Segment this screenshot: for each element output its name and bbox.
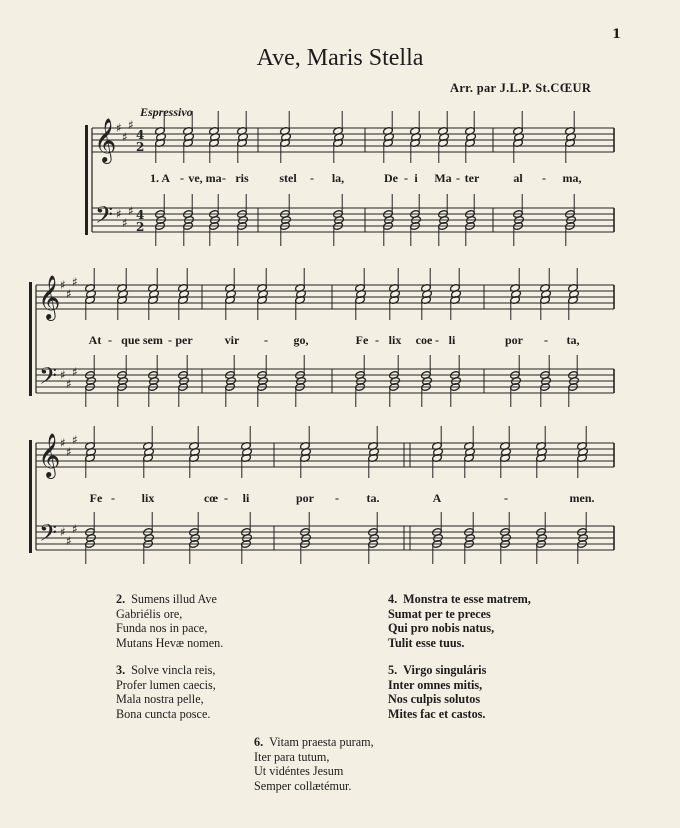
lyric-syllable: que sem — [121, 333, 163, 347]
tempo-marking: Espressivo — [140, 105, 193, 119]
lyric-syllable: coe — [415, 333, 433, 347]
treble-clef-icon: 𝄞 — [94, 118, 117, 162]
lyric-hyphen: - — [375, 333, 379, 347]
verse-line: Inter omnes mitis, — [388, 677, 483, 692]
arranger-credit: Arr. par J.L.P. St.CŒUR — [450, 81, 592, 95]
sharp-icon: ♯ — [66, 287, 72, 301]
treble-clef-icon: 𝄞 — [38, 275, 61, 319]
sharp-icon: ♯ — [60, 278, 66, 292]
verse-line: Ut vidéntes Jesum — [254, 764, 344, 779]
lyric-hyphen: - — [168, 333, 172, 347]
verse-5 — [388, 663, 486, 721]
verse-line: Mutans Hevæ nomen. — [116, 635, 224, 650]
system-brace — [85, 125, 88, 235]
bass-clef-icon: 𝄢 — [39, 519, 58, 552]
verse-line: Bona cuncta posce. — [116, 706, 211, 721]
verse-line: Vitam praesta puram, — [269, 735, 374, 749]
lyric-syllable: la, — [331, 171, 345, 185]
verse-line: Gabriélis ore, — [116, 606, 183, 621]
lyric-hyphen: - — [310, 171, 314, 185]
lyric-syllable: men. — [569, 491, 595, 505]
verse-2 — [116, 592, 223, 650]
lyric-hyphen: - — [222, 171, 226, 185]
system-brace — [29, 282, 32, 396]
sharp-icon: ♯ — [60, 368, 66, 382]
verse-line: Iter para tutum, — [254, 749, 330, 764]
lyric-hyphen: - — [456, 171, 460, 185]
verse-line: Sumens illud Ave — [131, 592, 217, 606]
sharp-icon: ♯ — [72, 433, 78, 447]
lyric-hyphen: - — [180, 171, 184, 185]
verse-number: 6. — [254, 735, 264, 749]
lyric-hyphen: - — [435, 333, 439, 347]
lyric-hyphen: - — [224, 491, 228, 505]
verse-number: 3. — [116, 663, 126, 677]
time-signature-denominator: 2 — [136, 140, 145, 154]
verse-number: 4. — [388, 592, 398, 606]
sharp-icon: ♯ — [116, 207, 122, 221]
lyric-syllable: Fe — [89, 491, 103, 505]
lyric-syllable: ter — [464, 171, 480, 185]
lyric-syllable: At — [88, 333, 102, 347]
sharp-icon: ♯ — [122, 130, 128, 144]
system-2 — [29, 268, 614, 407]
verse-line: Mala nostra pelle, — [116, 692, 204, 707]
time-signature-denominator: 2 — [136, 220, 145, 234]
verse-number: 2. — [116, 592, 126, 606]
lyric-syllable: por — [505, 333, 523, 347]
time-signature-numerator: 4 — [136, 128, 145, 142]
verse-4 — [388, 592, 531, 650]
lyric-syllable: Ma — [434, 171, 452, 185]
lyric-syllable: De — [384, 171, 398, 185]
lyric-syllable: per — [175, 333, 193, 347]
sharp-icon: ♯ — [116, 121, 122, 135]
sharp-icon: ♯ — [60, 525, 66, 539]
lyric-syllable: li — [448, 333, 456, 347]
sharp-icon: ♯ — [122, 216, 128, 230]
verse-line: Virgo singuláris — [403, 663, 487, 677]
sharp-icon: ♯ — [72, 365, 78, 379]
verse-line: Monstra te esse matrem, — [403, 592, 531, 606]
lyric-syllable: cœ — [204, 491, 218, 505]
lyric-hyphen: - — [544, 333, 548, 347]
lyric-hyphen: - — [335, 491, 339, 505]
treble-clef-icon: 𝄞 — [38, 433, 61, 477]
lyric-syllable: ris — [235, 171, 249, 185]
lyric-hyphen: - — [404, 171, 408, 185]
page-number: 1 — [612, 27, 622, 42]
lyric-syllable: 1. A — [149, 171, 171, 185]
lyric-syllable: ve, ma — [188, 171, 222, 185]
verse-line: Nos culpis solutos — [388, 692, 481, 707]
lyric-syllable: stel — [279, 171, 297, 185]
lyric-hyphen: - — [504, 491, 508, 505]
verse-6 — [254, 735, 374, 793]
lyric-syllable: Fe — [355, 333, 369, 347]
sharp-icon: ♯ — [66, 534, 72, 548]
verse-number: 5. — [388, 663, 398, 677]
lyric-syllable: vir — [224, 333, 240, 347]
verse-line: Qui pro nobis natus, — [388, 621, 495, 636]
sharp-icon: ♯ — [72, 522, 78, 536]
sharp-icon: ♯ — [66, 377, 72, 391]
lyric-syllable: A — [432, 491, 442, 505]
lyric-hyphen: - — [108, 333, 112, 347]
sharp-icon: ♯ — [72, 275, 78, 289]
verse-line: Mites fac et castos. — [388, 706, 486, 721]
system-3 — [29, 426, 614, 564]
lyric-syllable: por — [296, 491, 314, 505]
verse-line: Profer lumen caecis, — [116, 677, 216, 692]
sharp-icon: ♯ — [60, 436, 66, 450]
lyric-syllable: lix — [141, 491, 155, 505]
sharp-icon: ♯ — [66, 445, 72, 459]
lyric-syllable: ma, — [562, 171, 582, 185]
lyric-syllable: lix — [388, 333, 402, 347]
lyric-hyphen: - — [542, 171, 546, 185]
system-brace — [29, 440, 32, 553]
verse-line: Sumat per te preces — [388, 606, 491, 621]
verse-line: Funda nos in pace, — [116, 621, 208, 636]
page-title: Ave, Maris Stella — [256, 45, 424, 71]
lyric-syllable: ta, — [566, 333, 580, 347]
sharp-icon: ♯ — [128, 204, 134, 218]
time-signature-numerator: 4 — [136, 208, 145, 222]
lyric-hyphen: - — [111, 491, 115, 505]
verse-line: Solve vincla reis, — [131, 663, 216, 677]
bass-clef-icon: 𝄢 — [95, 201, 114, 234]
lyric-hyphen: - — [264, 333, 268, 347]
lyric-syllable: ta. — [366, 491, 380, 505]
lyric-syllable: li — [242, 491, 250, 505]
verse-line: Semper collætémur. — [254, 778, 352, 793]
bass-clef-icon: 𝄢 — [39, 362, 58, 395]
verse-3 — [116, 663, 216, 721]
lyric-syllable: go, — [293, 333, 309, 347]
sharp-icon: ♯ — [128, 118, 134, 132]
lyric-syllable: al — [513, 171, 523, 185]
lyric-syllable: i — [414, 171, 418, 185]
verse-line: Tulit esse tuus. — [388, 635, 465, 650]
